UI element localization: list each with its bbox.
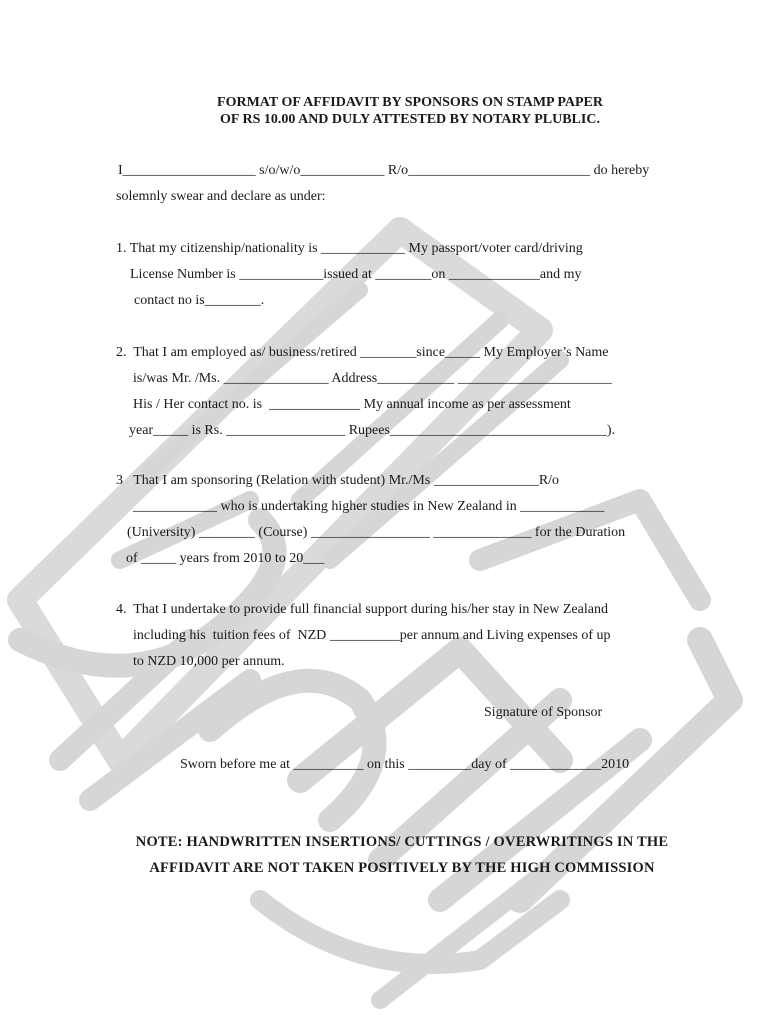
intro-line-2: solemnly swear and declare as under: [116, 189, 326, 204]
clause-1-line-2: License Number is ____________issued at ________on _____________and my [130, 267, 582, 282]
clause-4-line-1: 4. That I undertake to provide full financial support during his/her stay in New Zealand [116, 602, 608, 617]
signature-of-sponsor-label: Signature of Sponsor [484, 705, 603, 720]
clause-2-line-3: His / Her contact no. is _____________ My annual income as per assessment [133, 397, 571, 412]
note-line-2: AFFIDAVIT ARE NOT TAKEN POSITIVELY BY THE HIGH COMMISSION [149, 860, 655, 876]
clause-1-line-1: 1. That my citizenship/nationality is ____________ My passport/voter card/driving [116, 241, 583, 256]
document-title-line-2: OF RS 10.00 AND DULY ATTESTED BY NOTARY PLUBLIC. [220, 112, 600, 127]
intro-line-1: I___________________ s/o/w/o____________ R/o__________________________ do hereby [118, 163, 650, 178]
clause-1-line-3: contact no is________. [134, 293, 265, 308]
clause-3-line-3: (University) ________ (Course) _________________ ______________ for the Duration [127, 525, 626, 540]
clause-4-line-2: including his tuition fees of NZD __________per annum and Living expenses of up [133, 628, 611, 643]
clause-2-line-4: year_____ is Rs. _________________ Rupees_______________________________). [129, 423, 616, 438]
note-line-1: NOTE: HANDWRITTEN INSERTIONS/ CUTTINGS / OVERWRITINGS IN THE [135, 834, 669, 850]
clause-4-line-3: to NZD 10,000 per annum. [133, 654, 285, 669]
clause-3-line-1: 3 That I am sponsoring (Relation with student) Mr./Ms _______________R/o [116, 473, 560, 488]
clause-2-line-1: 2. That I am employed as/ business/retired ________since_____ My Employer’s Name [116, 345, 609, 360]
clause-2-line-2: is/was Mr. /Ms. _______________ Address___________ ______________________ [133, 371, 612, 386]
clause-3-line-4: of _____ years from 2010 to 20___ [126, 551, 325, 566]
document-title-line-1: FORMAT OF AFFIDAVIT BY SPONSORS ON STAMP PAPER [217, 95, 603, 110]
clause-3-line-2: ____________ who is undertaking higher studies in New Zealand in ____________ [133, 499, 605, 514]
sworn-statement: Sworn before me at __________ on this _________day of _____________2010 [180, 757, 630, 772]
